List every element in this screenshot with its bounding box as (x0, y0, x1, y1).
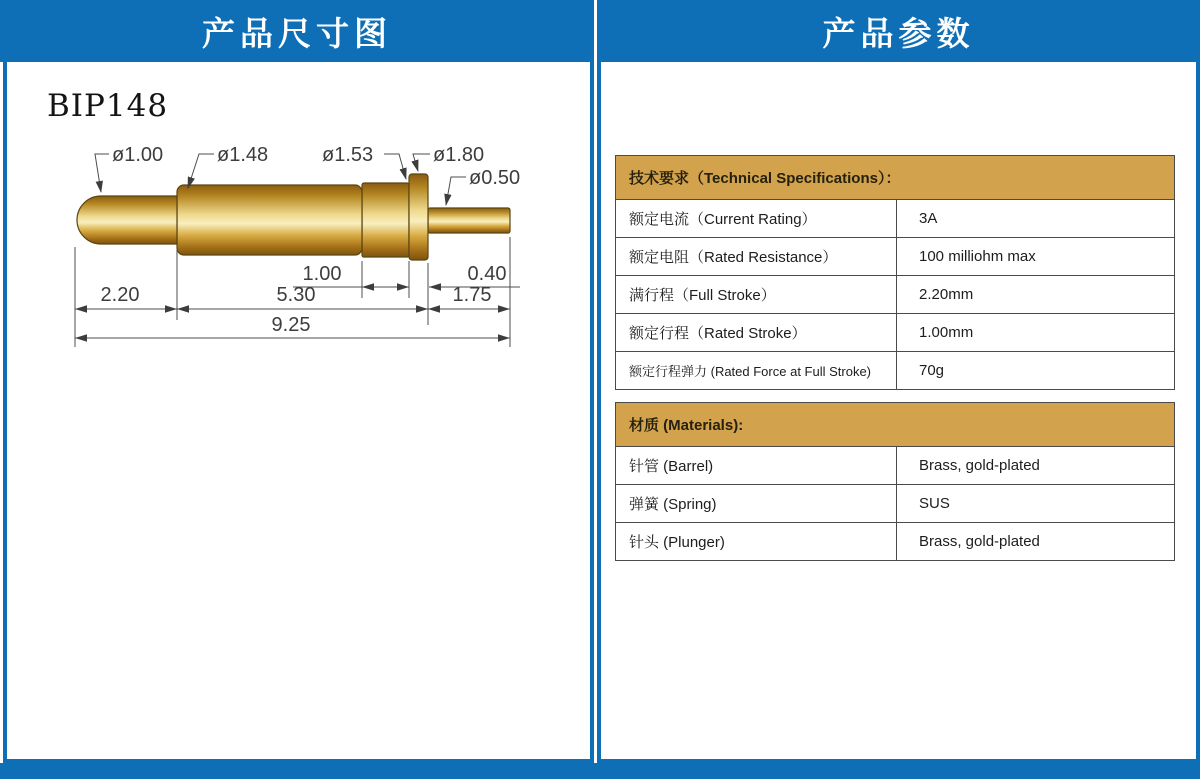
spec-row (616, 238, 1174, 276)
dim-label: 2.20 (100, 284, 140, 306)
material-row (616, 485, 1174, 523)
materials-table-header: 材质 (Materials): (616, 403, 1174, 447)
spec-value: 70g (919, 362, 945, 379)
material-name: 弹簧 (Spring) (616, 485, 897, 522)
dia-label: ø0.50 (469, 167, 521, 189)
spec-name: 额定行程弹力 (Rated Force at Full Stroke) (616, 352, 897, 389)
material-row (616, 447, 1174, 485)
spec-name: 额定电阻（Rated Resistance） (616, 238, 897, 275)
spec-name: 额定行程（Rated Stroke） (616, 314, 897, 351)
spec-row (616, 314, 1174, 352)
dimension-drawing-panel (3, 62, 594, 763)
spec-row (616, 352, 1174, 389)
right-panel-title-bar (597, 0, 1200, 62)
model-number: BIP148 (47, 88, 169, 124)
dim-label: 1.00 (302, 263, 342, 285)
material-name: 针管 (Barrel) (616, 447, 897, 484)
spec-value: 1.00mm (919, 324, 974, 341)
footer-accent-bar (0, 763, 1200, 779)
dia-label: ø1.48 (217, 144, 269, 166)
spec-table (615, 155, 1175, 390)
material-value: SUS (919, 495, 950, 512)
left-panel-title: 产品尺寸图 (202, 16, 392, 53)
spec-value: 2.20mm (919, 286, 974, 303)
dia-label: ø1.00 (112, 144, 164, 166)
dim-label: 9.25 (271, 314, 311, 336)
spec-table-header: 技术要求（Technical Specifications）： (616, 156, 1174, 200)
materials-table (615, 402, 1175, 561)
material-value: Brass, gold-plated (919, 533, 1040, 550)
spec-row (616, 276, 1174, 314)
material-row (616, 523, 1174, 560)
spec-value: 100 milliohm max (919, 248, 1036, 265)
dim-label: 5.30 (276, 284, 316, 306)
dim-label: 1.75 (452, 284, 492, 306)
dia-label: ø1.53 (322, 144, 374, 166)
material-value: Brass, gold-plated (919, 457, 1040, 474)
spec-value: 3A (919, 210, 938, 227)
left-panel-title-bar (0, 0, 594, 62)
material-name: 针头 (Plunger) (616, 523, 897, 560)
dia-label: ø1.80 (433, 144, 485, 166)
parameters-panel (597, 62, 1200, 763)
dim-label: 0.40 (467, 263, 507, 285)
spec-name: 额定电流（Current Rating） (616, 200, 897, 237)
spec-row (616, 200, 1174, 238)
spec-name: 满行程（Full Stroke） (616, 276, 897, 313)
right-panel-title: 产品参数 (822, 16, 975, 53)
